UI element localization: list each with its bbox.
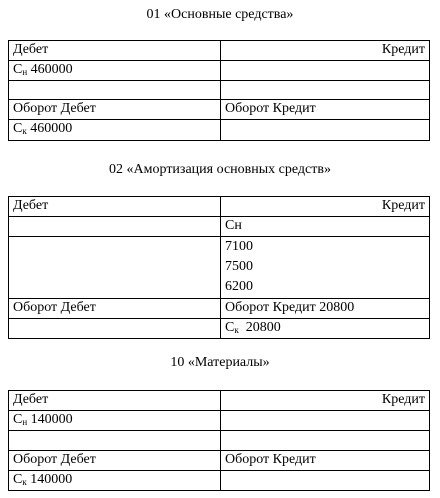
debit-header: Дебет — [9, 197, 221, 217]
debit-cell-empty — [9, 431, 221, 451]
turnover-debit: Оборот Дебет — [9, 299, 221, 319]
debit-cell-empty — [9, 319, 221, 339]
account-10-table — [8, 390, 430, 491]
turnover-debit: Оборот Дебет — [9, 451, 221, 471]
account-02-title: 02 «Амортизация основных средств» — [109, 162, 331, 177]
account-01-table — [8, 40, 430, 141]
opening-balance-debit: $С_н$ 460000 — [9, 61, 221, 81]
credit-cell-empty — [221, 61, 430, 81]
debit-cell-empty — [9, 237, 221, 299]
debit-header: Дебет — [9, 41, 221, 61]
credit-cell-empty — [221, 471, 430, 491]
credit-entry: 7100 — [225, 239, 253, 254]
credit-header: Кредит — [221, 391, 430, 411]
opening-balance-debit: $С_н$ 140000 — [9, 411, 221, 431]
closing-balance-credit: $С_к$ 20800 — [221, 319, 430, 339]
opening-balance-credit: Сн — [221, 217, 430, 237]
credit-cell-empty — [221, 81, 430, 100]
debit-cell-empty — [9, 217, 221, 237]
credit-entries — [221, 237, 430, 299]
turnover-credit: Оборот Кредит — [221, 100, 430, 120]
closing-balance-debit: $С_к$ 460000 — [9, 120, 221, 141]
debit-cell-empty — [9, 81, 221, 100]
credit-cell-empty — [221, 411, 430, 431]
credit-header: Кредит — [221, 41, 430, 61]
credit-header: Кредит — [221, 197, 430, 217]
turnover-credit: Оборот Кредит — [221, 451, 430, 471]
account-02-table — [8, 196, 430, 339]
credit-entry: 7500 — [225, 259, 253, 274]
credit-entry: 6200 — [225, 279, 253, 294]
account-01-title: 01 «Основные средства» — [146, 7, 294, 22]
closing-balance-debit: $С_к$ 140000 — [9, 471, 221, 491]
debit-header: Дебет — [9, 391, 221, 411]
account-10-title: 10 «Материалы» — [170, 355, 270, 370]
turnover-debit: Оборот Дебет — [9, 100, 221, 120]
credit-cell-empty — [221, 120, 430, 141]
turnover-credit: Оборот Кредит 20800 — [221, 299, 430, 319]
credit-cell-empty — [221, 431, 430, 451]
